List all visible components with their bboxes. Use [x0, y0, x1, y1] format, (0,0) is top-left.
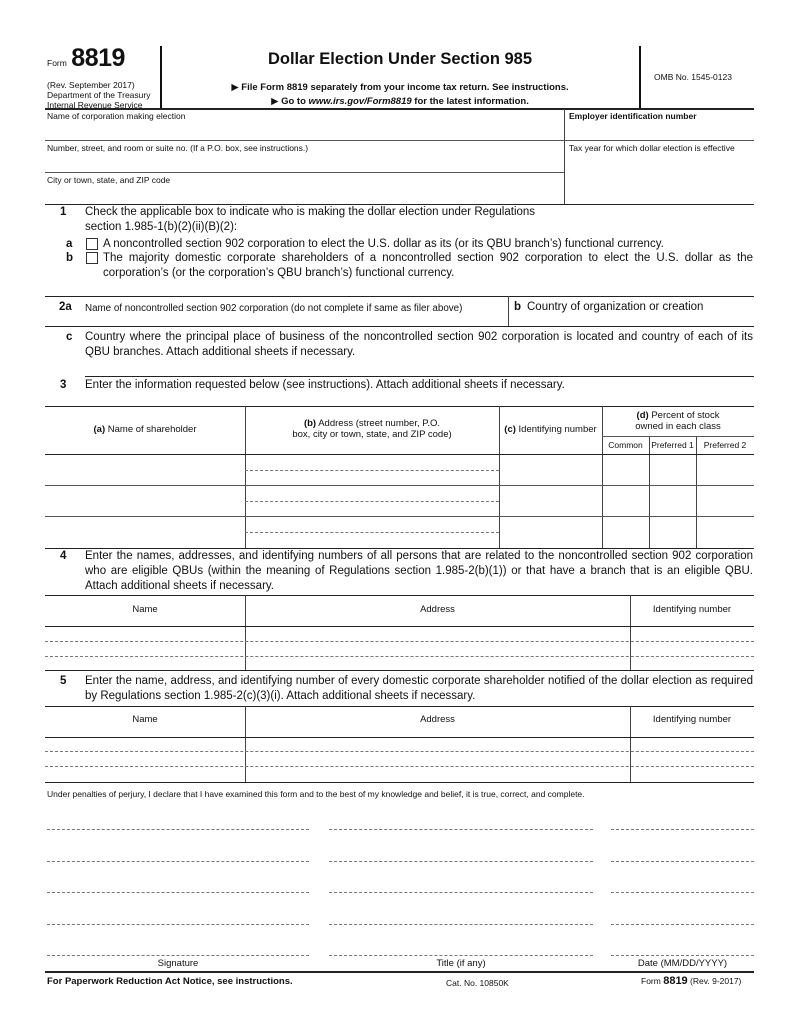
tax-year-field[interactable] [566, 166, 753, 202]
col-d-header [602, 410, 754, 432]
line-4-number: 4 [60, 550, 67, 562]
perjury-statement: Under penalties of perjury, I declare that I have examined this form and to the best of my knowledge and belief, it is true, correct, and complete. [47, 789, 585, 799]
date-line[interactable] [611, 829, 754, 830]
line-2b-letter: b [514, 301, 522, 313]
street-label: Number, street, and room or suite no. (If a P.O. box, see instructions.) [47, 143, 309, 153]
line-3-number: 3 [60, 379, 67, 391]
signature-line[interactable] [47, 955, 309, 956]
table5-bottom-rule [45, 782, 754, 783]
table4-bottom-rule [45, 670, 754, 671]
table3-col-divider [696, 436, 697, 548]
instruction-line-1: ▶ File Form 8819 separately from your income tax return. See instructions. [231, 82, 569, 93]
form-word: Form [47, 58, 67, 68]
col-d-common: Common [608, 440, 643, 450]
footer-revision: (Rev. 9-2017) [687, 976, 742, 986]
table4-name-header: Name [132, 604, 158, 615]
table5-address-header: Address [420, 714, 455, 725]
col-a-header [45, 424, 245, 435]
rule [45, 140, 564, 141]
line-1a-checkbox[interactable] [86, 238, 98, 250]
table5-id-header: Identifying number [652, 714, 732, 725]
table3-row-2-name[interactable] [46, 487, 244, 515]
form-title: Dollar Election Under Section 985 [267, 50, 533, 68]
table3-row-rule [45, 516, 754, 517]
signature-line[interactable] [47, 924, 309, 925]
table5-name-header: Name [132, 714, 158, 725]
signature-line[interactable] [47, 892, 309, 893]
street-field[interactable] [46, 153, 563, 171]
address-dash [245, 470, 499, 471]
omb-number: OMB No. 1545-0123 [654, 72, 732, 82]
col-c-label: Identifying number [515, 424, 597, 435]
date-label: Date (MM/DD/YYYY) [637, 958, 728, 969]
signature-line[interactable] [47, 829, 309, 830]
col-d-letter: (d) [636, 410, 649, 421]
form-number: 8819 [71, 44, 125, 72]
table3-top-rule [45, 406, 754, 407]
line-2c-field[interactable] [85, 362, 753, 374]
ein-label: Employer identification number [569, 111, 697, 121]
rule [45, 172, 564, 173]
date-line[interactable] [611, 955, 754, 956]
line-2c-letter: c [66, 331, 73, 343]
col-b-label-1: Address (street number, P.O. [316, 418, 441, 429]
table5-row-rule [45, 766, 754, 767]
signature-line[interactable] [47, 861, 309, 862]
col-a-letter: (a) [93, 424, 106, 435]
rule [85, 376, 754, 377]
id-column-divider [564, 109, 565, 204]
title-line[interactable] [329, 861, 593, 862]
table3-subheader-rule [602, 436, 754, 437]
line-4-text: Enter the names, addresses, and identifying numbers of all persons that are related to the noncontrolled section 902 corporation who are eligible QBUs (within the meaning of Regulations section 1.985-2(b)(1)) or that have a branch that is an eligible QBU. Attach additional sheets if necessary. [85, 550, 753, 592]
col-c-letter: (c) [504, 424, 516, 435]
table4-row-rule [45, 656, 754, 657]
line-2c-text: Country where the principal place of business of the noncontrolled section 902 corporation is located and country of each of its QBU branches. Attach additional sheets if necessary. [85, 331, 753, 358]
form-meta [47, 80, 150, 110]
line-2a-text: Name of noncontrolled section 902 corporation (do not complete if same as filer above) [85, 303, 463, 314]
table3-header-bottom [45, 454, 754, 455]
irs-link[interactable]: www.irs.gov/Form8819 [308, 96, 412, 107]
line-2b-field[interactable] [512, 313, 752, 325]
line-2b-text: Country of organization or creation [527, 301, 704, 313]
line-1a-text: A noncontrolled section 902 corporation to elect the U.S. dollar as its (or its QBU branch’s) functional currency. [103, 238, 664, 250]
line-2a-field[interactable] [85, 313, 505, 325]
agency: Internal Revenue Service [47, 100, 143, 110]
title-line[interactable] [329, 829, 593, 830]
date-line[interactable] [611, 892, 754, 893]
rule [565, 140, 754, 141]
instruction-line-2 [162, 96, 638, 107]
table3-row-1-name[interactable] [46, 456, 244, 484]
line-5-text: Enter the name, address, and identifying number of every domestic corporate shareholder notified of the dollar election as required by Regulations section 1.985-2(c)(3)(i). Attach additional sheets if necessary. [85, 675, 753, 702]
city-label: City or town, state, and ZIP code [47, 175, 171, 185]
col-d-preferred-1: Preferred 1 [651, 440, 694, 450]
line-2a-number: 2a [59, 301, 72, 313]
col-d-label-1: Percent of stock [648, 410, 720, 421]
date-line[interactable] [611, 861, 754, 862]
table3-col-divider [649, 436, 650, 548]
footer-rule [45, 971, 754, 973]
line-3-text: Enter the information requested below (see instructions). Attach additional sheets if necessary. [85, 379, 565, 391]
table3-row-rule [45, 485, 754, 486]
table5-row-rule [45, 751, 754, 752]
rule [45, 326, 754, 327]
revision-date: (Rev. September 2017) [47, 80, 135, 90]
table5-header-bottom [45, 737, 754, 738]
tax-year-label: Tax year for which dollar election is effective [569, 143, 735, 153]
col-b-letter: (b) [303, 418, 317, 429]
title-label: Title (if any) [436, 958, 486, 969]
header-bottom-rule [45, 108, 754, 110]
table4-header-bottom [45, 626, 754, 627]
table4-top-rule [45, 595, 754, 596]
table5-top-rule [45, 706, 754, 707]
table4-address-header: Address [420, 604, 455, 615]
ein-field[interactable] [566, 121, 753, 139]
line-1-text: Check the applicable box to indicate who is making the dollar election under Regulations section 1.985-1(b)(2)(ii)(B)(2): [85, 206, 536, 233]
table4-row-rule [45, 641, 754, 642]
col-a-label: Name of shareholder [105, 424, 197, 435]
rule [45, 296, 754, 297]
paperwork-notice: For Paperwork Reduction Act Notice, see instructions. [47, 976, 293, 987]
address-dash [245, 501, 499, 502]
corp-name-label: Name of corporation making election [47, 111, 186, 121]
title-line[interactable] [329, 955, 593, 956]
line-1b-text: The majority domestic corporate shareholders of a noncontrolled section 902 corporation to elect the U.S. dollar as the corporation’s (or the corporation’s QBU branch’s) functional currency. [103, 252, 753, 279]
form-number-block [47, 44, 125, 73]
city-field[interactable] [46, 185, 563, 203]
col-c-header [499, 424, 602, 435]
line-1a-letter: a [66, 238, 73, 250]
date-line[interactable] [611, 924, 754, 925]
department: Department of the Treasury [47, 90, 151, 100]
title-line[interactable] [329, 892, 593, 893]
header-divider-right [639, 46, 641, 108]
line-2-divider [508, 296, 509, 326]
line-1-number: 1 [60, 206, 67, 218]
signature-label: Signature [157, 958, 199, 969]
line-1b-checkbox[interactable] [86, 252, 98, 264]
col-d-preferred-2: Preferred 2 [703, 440, 747, 450]
col-b-label-2: box, city or town, state, and ZIP code) [292, 429, 452, 440]
instruction-prefix: ▶ Go to [271, 96, 309, 107]
line-5-number: 5 [60, 675, 67, 687]
instruction-suffix: for the latest information. [411, 96, 529, 107]
title-line[interactable] [329, 924, 593, 925]
table3-row-3-name[interactable] [46, 518, 244, 546]
footer-form-number: 8819 [663, 975, 688, 987]
catalog-number: Cat. No. 10850K [446, 978, 509, 988]
footer-form-word: Form [641, 976, 664, 986]
address-dash [245, 532, 499, 533]
footer-form-id [641, 976, 741, 986]
line-1b-letter: b [66, 252, 74, 264]
corp-name-field[interactable] [46, 121, 563, 139]
col-b-header [245, 418, 499, 440]
col-d-label-2: owned in each class [635, 421, 721, 432]
table4-id-header: Identifying number [652, 604, 732, 615]
